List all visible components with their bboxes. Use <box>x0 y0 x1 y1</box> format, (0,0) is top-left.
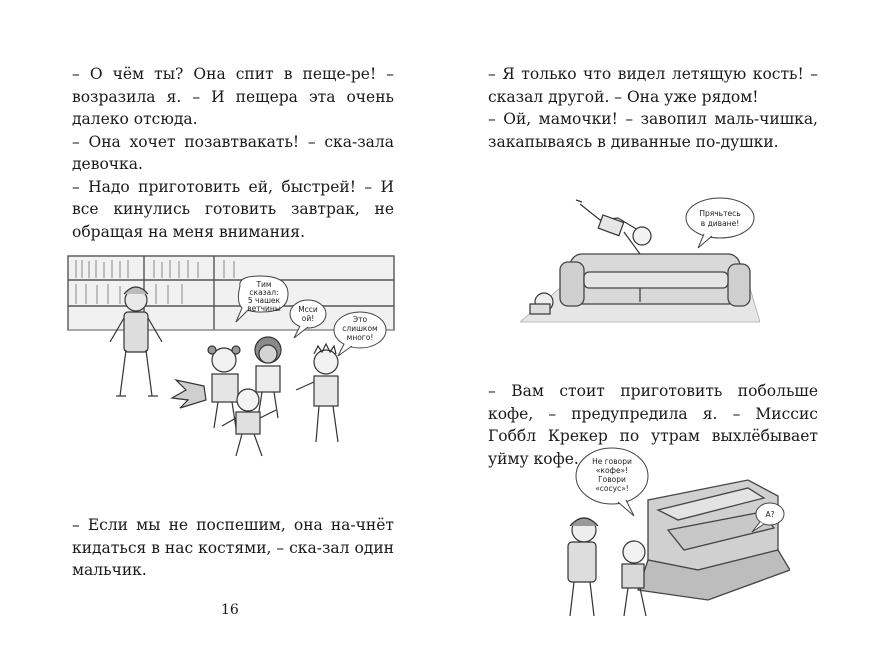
couch-bubble-1-line-3: Говори <box>598 475 626 484</box>
girl-scolding <box>568 518 598 616</box>
speech-bubble-2 <box>290 300 326 338</box>
left-bottom-text <box>72 514 394 582</box>
paragraph: – Надо приготовить ей, быстрей! – И все кинулись готовить завтрак, не обращая на меня внимания. <box>72 177 394 241</box>
paragraph: – Она хочет позавтвакать! – ска-зала девочка. <box>72 132 394 173</box>
sofa-bubble-line-2: в диване! <box>700 219 740 228</box>
boy-yelling <box>622 541 646 616</box>
paragraph: – О чём ты? Она спит в пеще-ре! – возразила я. – И пещера эта очень далеко отсюда. <box>72 65 394 128</box>
bubble-1-line-4: ветчины <box>247 304 281 313</box>
girl-curly-hair <box>255 337 281 418</box>
bubble-3-line-2: слишком <box>342 324 378 333</box>
jumping-boy <box>576 200 651 254</box>
bubble-1-line-2: сказал: <box>249 288 279 297</box>
paragraph: – Ой, мамочки! – завопил маль-чишка, закапываясь в диванные по-душки. <box>488 110 818 151</box>
bubble-3-line-1: Это <box>352 315 368 324</box>
left-top-text <box>72 63 394 243</box>
page-number: 16 <box>221 602 239 618</box>
sofa-speech-bubble <box>686 198 754 248</box>
bubble-2-line-2: ой! <box>301 314 315 323</box>
paragraph: – Если мы не поспешим, она на-чнёт кидаться в нас костями, – ска-зал один мальчик. <box>72 516 394 579</box>
paragraph: – Я только что видел летящую кость! – сказал другой. – Она уже рядом! <box>488 65 818 106</box>
boy-on-floor <box>530 293 553 314</box>
sofa-bubble-line-1: Прячьтесь <box>699 209 741 218</box>
bubble-2-line-1: Мсси <box>298 305 318 314</box>
girl-with-book <box>172 346 240 428</box>
sofa <box>560 254 750 306</box>
bubble-3-line-3: много! <box>346 333 374 342</box>
bubble-1-line-1: Тим <box>256 280 272 289</box>
couch-speech-bubble-1 <box>576 448 648 516</box>
bubble-1-line-3: 5 чашек <box>247 296 281 305</box>
sofa-jump-illustration <box>520 192 760 332</box>
kids-kitchen-illustration <box>64 250 400 460</box>
couch-bubble-2-text: А? <box>765 510 775 519</box>
couch-cushions-illustration <box>548 440 790 620</box>
boy-right <box>296 344 338 442</box>
speech-bubble-3 <box>334 312 386 356</box>
couch-bubble-1-line-1: Не говори <box>592 457 632 466</box>
right-top-text <box>488 63 818 153</box>
couch-bubble-1-line-2: «кофе»! <box>595 466 629 475</box>
couch-bubble-1-line-4: «coсус»! <box>595 484 629 493</box>
paragraph: – Вам стоит приготовить побольше кофе, – предупредила я. – Миссис Гоббл Крекер по утрам выхлёбывает уйму кофе. <box>488 382 818 468</box>
couch <box>638 480 790 600</box>
